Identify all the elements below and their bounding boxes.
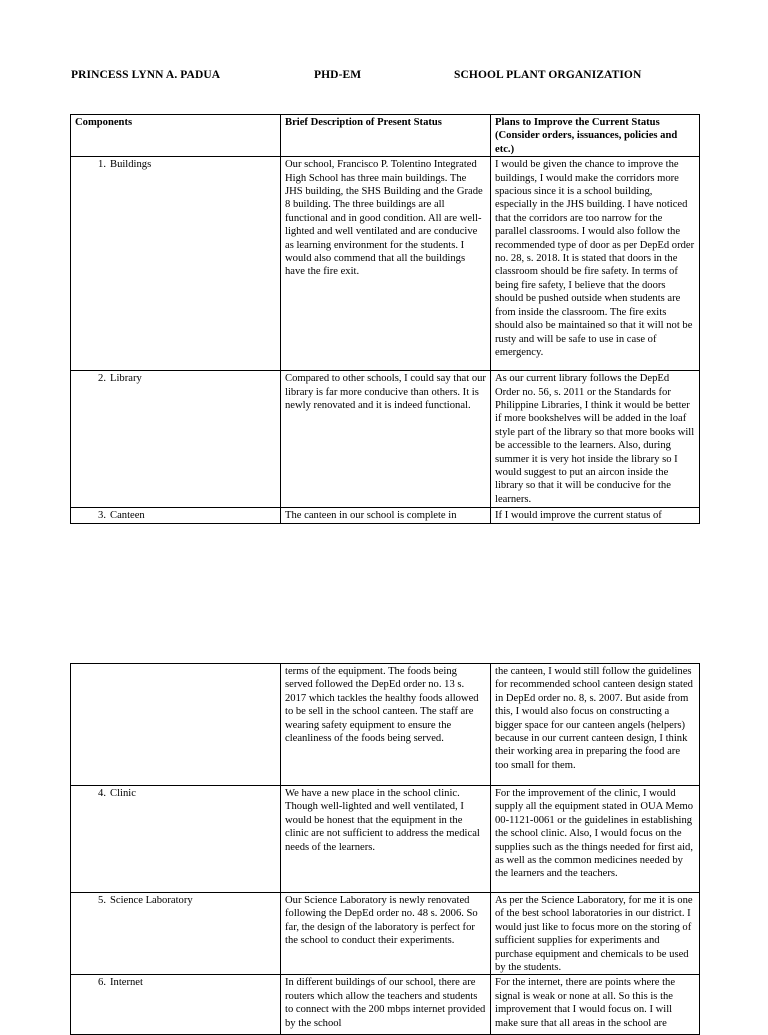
plan-cell: As our current library follows the DepEd Order no. 56, s. 2011 or the Standards for Philippine Libraries, I think it would be better if more bookshelves will be added in the loaf style part of the library so that more books will be accessible to the learners. Also, during summer it is very hot inside the library so I would suggest to put an aircon inside the library so that it will be conducive for the learners. [491,371,700,508]
column-header-plans: Plans to Improve the Current Status (Consider orders, issuances, policies and etc.) [491,115,700,157]
row-number: 6. [98,977,106,989]
doc-header-title: SCHOOL PLANT ORGANIZATION [454,69,642,81]
component-cell [71,157,281,371]
row-number: 3. [98,510,106,522]
table-row [71,371,700,508]
plan-cell: For the internet, there are points where the signal is weak or none at all. So this is the improvement that I would focus on. I will make sure that all areas in the school are [491,975,700,1035]
component-cell [71,893,281,975]
component-cell [71,371,281,508]
row-number: 1. [98,159,106,171]
school-plant-table-page2 [70,663,700,1035]
plan-cell: the canteen, I would still follow the guidelines for recommended school canteen design stated in DepEd order no. 8, s. 2007. But aside from this, I would also focus on constructing a bigger space for our canteen angels (helpers) because in our current canteen design, I think their working area in preparing the food are too small for them. [491,664,700,786]
school-plant-table-page1 [70,114,700,524]
description-cell: Our Science Laboratory is newly renovated following the DepEd order no. 48 s. 2006. So far, the design of the laboratory is perfect for the school to conduct their experiments. [281,893,491,975]
table-row [71,893,700,975]
table-header-row [71,115,700,157]
table-row [71,157,700,371]
table-row [71,664,700,786]
description-cell: Our school, Francisco P. Tolentino Integrated High School has three main buildings. The JHS building, the SHS Building and the Grade 8 building. The three buildings are all functional and in good condition. All are well-lighted and well ventilated and are conducive as learning environment for the students. I would also commend that all the buildings have the fire exit. [281,157,491,371]
plan-cell: I would be given the chance to improve the buildings, I would make the corridors more spacious since it is a school building, especially in the JHS building. I have noticed that the corridors are too narrow for the parallel classrooms. I would also follow the recommended type of door as per DepEd order no. 28, s. 2018. It is stated that doors in the classroom should be fire safety. In terms of being fire safety, I believe that the doors should be pushed outside when students are from inside the classroom. The fire exits should also be maintained so that it will not be rusty and will be safe to use in case of emergency. [491,157,700,371]
doc-header-program: PHD-EM [314,69,362,81]
table-row [71,975,700,1035]
column-header-description: Brief Description of Present Status [281,115,491,157]
plan-cell: For the improvement of the clinic, I would supply all the equipment stated in OUA Memo 00-1121-0061 or the guidelines in establishing the school clinic. Also, I would focus on the supplies such as the things needed for first aid, as well as the common medicines needed by the learners and the teachers. [491,786,700,893]
component-cell [71,508,281,523]
row-number: 5. [98,895,106,906]
description-cell: We have a new place in the school clinic. Though well-lighted and well ventilated, I would be honest that the equipment in the clinic are not sufficient to address the medical needs of the learners. [281,786,491,893]
component-cell [71,786,281,893]
plan-cell: As per the Science Laboratory, for me it is one of the best school laboratories in our district. I would just like to focus more on the storing of sufficient supplies for experiments and purchase equipment and chemicals to be used by the students. [491,893,700,975]
description-cell: In different buildings of our school, there are routers which allow the teachers and students to connect with the 200 mbps internet provided by the school [281,975,491,1035]
component-name: Science Laboratory [110,895,193,906]
column-header-components: Components [71,115,281,157]
component-cell [71,664,281,786]
table-row [71,508,700,523]
plan-cell: If I would improve the current status of [491,508,700,523]
component-name: Canteen [110,510,145,522]
doc-header-name: PRINCESS LYNN A. PADUA [71,69,221,81]
component-name: Internet [110,977,143,989]
component-name: Library [110,373,142,385]
description-cell: terms of the equipment. The foods being served followed the DepEd order no. 13 s. 2017 which tackles the healthy foods allowed to be sell in the school canteen. The staff are wearing safety equipment to ensure the cleanliness of the foods being served. [281,664,491,786]
row-number: 2. [98,373,106,385]
component-cell [71,975,281,1035]
description-cell: The canteen in our school is complete in [281,508,491,523]
description-cell: Compared to other schools, I could say that our library is far more conducive than others. It is newly renovated and it is indeed functional. [281,371,491,508]
component-name: Clinic [110,788,136,799]
row-number: 4. [98,788,106,799]
table-row [71,786,700,893]
component-name: Buildings [110,159,152,171]
